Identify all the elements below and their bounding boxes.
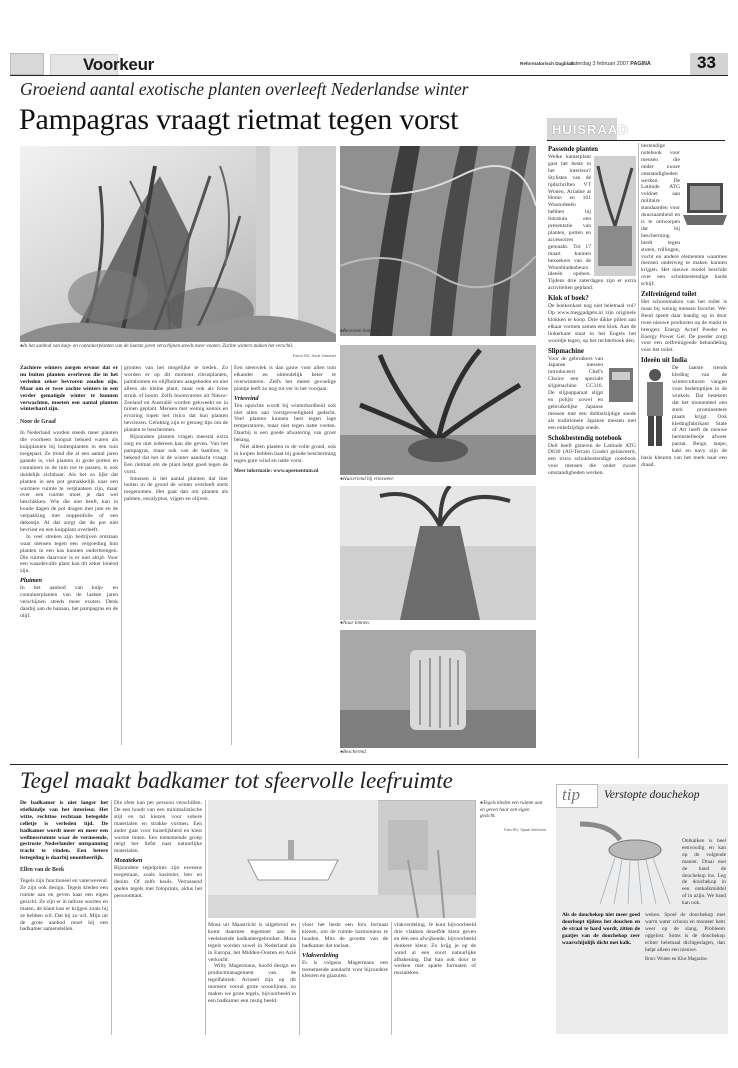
main-author: Noor de Graaf	[20, 419, 56, 426]
huisraad-col-1	[548, 143, 636, 758]
pagina-label: PAGINA	[630, 61, 651, 67]
main-col-1	[20, 365, 118, 745]
huisraad-title: HUISRAAD	[552, 122, 629, 137]
tegel-author: Ellen van de Beek	[20, 867, 65, 874]
caption-text: ● Tegels kleden een ruimte aan en geven haar een eigen gezicht.	[480, 800, 542, 819]
main-paragraph: Intussen is het aantal planten dat hier buiten in de grond de winter overleeft sterk toegenomen. Het gaat dan om planten als palmen, eucalyptus, vijgen en olijven.	[124, 475, 228, 503]
column-rule	[391, 922, 392, 1035]
caption-text: ● Bevroren bananen.	[340, 328, 382, 334]
huisraad-paragraph: De laatste trends kleding van de winterculturen vangen voor bedemptijen in de winkels. Dat betekent dat het momenteel een sterk prominentere plaats krijgt. Ook kledingfabrikant State of Art heeft de nieuwe herenstelleetje afweer paraat. Beige, taupe, kaki en navy zijn de basis kleuren van het merk naar een draad.	[641, 365, 727, 468]
huisraad-rule	[547, 140, 725, 141]
main-photo-caption	[20, 343, 336, 350]
houseplant-caption	[340, 476, 536, 483]
shower-head-photo	[580, 816, 680, 906]
column-rule	[205, 800, 206, 1035]
main-paragraph: In veel streken zijn bedrijven ontstaan waar mensen tegen een vergoeding hun planten in een kas kunnen onderbrengen. Die ruimte daarvoor is er niet altijd. Voor een waardevolle plant kan dit zeker lonend zijn.	[20, 533, 118, 575]
huisraad-paragraph: bestendige notebook voor mensen die onder zware omstandigheden werken. De Latitude ATG voldoet aan militaire standaarden voor duurzaamheid en is te ontworpen dat bij bescherming biedt tegen stoten, trillingen, vocht en andere elementen waarmee mensen onderweg te maken kunnen krijgen. Het nieuwe model beschikt over een schokbestendige harde schijf.	[641, 143, 727, 288]
main-paragraph: In Nederland worden steeds meer planten die voorheen hooguit behoed waren als kuipplanten bij buitenplanten in een tuin toegepast. Ze trend die al een aantal jaren gaande is, viel planten in grote potten en containers in de tuin toe te passen, is ook duidelijk zichtbaar. Als het zo lijkt dat planten in een pot gemakkelijk naar een warmere ruimte te verplaatsen zijn, maar over een ruimte moet je dan wel beschikken. Wie die niet heeft, kan in koude dagen de pot dragen met jute en de verpakking met noppenfolie of een dekentje. Al dat zorgt dat de pot niet bevriest en een kuipplant overleeft.	[20, 430, 118, 533]
tegel-col-1	[20, 800, 108, 1035]
tegel-col-5	[394, 922, 476, 1035]
huisraad-paragraph: Voor de gebruikers van Japanse messen introduceert Chef's Choice een speciale slijpmachine CC316. De slijpapparaat slijpt en polijst zowel en gebruikelijke Japanse messen met een dubbelzijdige snede als traditionele Japanse messen met een enkelzijdige snede.	[548, 355, 636, 431]
tegel-paragraph: Die sfeer kan per persoon verschillen. De een houdt van een minimalistische stijl en tal kiezen voor sobere materialen en strakke vormen. Een ander gaat voor huiselijkheid en kiest warme tinten. Een toenemende groep neigt het liefst naar natuurlijke materialen.	[114, 800, 202, 855]
main-col-3	[234, 365, 336, 745]
tegel-paragraph: vloer het beste een fors formaat kiezen, om de ruimte harmonieus te houden. Mits de groutte van de badkamer dat toelaat.	[302, 922, 388, 949]
tegel-col-4	[302, 922, 388, 1035]
laptop-photo	[683, 177, 727, 247]
caption-text: ● In het aanbod van kuip- en containerplanten van de laatste jaren verschijnen steeds meer exoten. Zachte winters maken het verschil.	[20, 343, 293, 349]
main-subheading: Vriesvind	[234, 394, 259, 402]
huisraad-heading: Zelfreinigend toilet	[641, 291, 697, 299]
pampas-grass-photo	[20, 146, 336, 342]
huisraad-paragraph: Het schoonmaken van het toilet is maar bij weinig mensen favoriet. We-Bend speelt daar handig op in door twee nieuwe producten op de markt te brengen: Energy Actief Poeder en Energy Power Gel. De poeder zorgt voor een zelfreinigende behandeling voor het toilet.	[641, 299, 727, 354]
tip-badge-label: tip	[562, 785, 580, 804]
fashion-photo	[641, 367, 669, 447]
main-paragraph: Een steenvlek is dan gauw voor allen tuin elkander en uiteindelijk beter te overwinteren. Zelfs het meest gevoelige plantje leeft zo nog tot ver in het voorjaar.	[234, 365, 336, 392]
caption-text: ● Beschermd.	[340, 749, 367, 755]
tip-side-text	[682, 838, 726, 910]
tegel-paragraph: Tegels zijn functioneel en vaterwerend. Ze zijn ook design. Tegels kleden een ruimte aan en geven haar een eigen gezicht. Ze zijn er in talloze soorten en maten, de klant kan er krijgen zoals hij ze hebben wil. Dat hij zo wil. Mijn uit de grote aanbod moet hij een badkamer samenstellen.	[20, 878, 108, 933]
main-paragraph: Ten opzichte wordt bij winterhardheid ook niet allen aan vorstgevoeligheid gedacht. Veel planten kunnen best tegen lage temperaturen, maar niet tegen natte voeten. Daarbij is een goede afwatering van groot belang.	[234, 402, 336, 444]
main-photo-credit: Foto's RD, Henk Visscher	[292, 354, 336, 358]
section-label: Voorkeur	[83, 55, 154, 74]
huisraad-heading: Slipmachine	[548, 347, 584, 355]
main-headline: Pampagras vraagt rietmat tegen vorst	[19, 103, 459, 136]
caption-text: ● Huisvriend bij vriesweer.	[340, 476, 394, 482]
main-subheading: Pluimen	[20, 577, 43, 585]
huisraad-heading: Klok of boek?	[548, 295, 589, 303]
more-info-link[interactable]: Meer informatie: www.opeenentuin.nl	[234, 467, 319, 474]
living-room-photo	[594, 156, 636, 276]
main-lead: Zachtere winters zorgen ervoor dat er nu buiten planten overleven die in het verleden zeker bevroren zouden zijn. Maar om er twee zachte winters in een verder gematigde winter te kunnen verwachten, moeten een aantal planten winterhard zijn.	[20, 365, 118, 413]
main-paragraph: In het aanbod van kuip- en containerplanten van de laatste jaren verschijnen steeds meer exoten. Denk daarbij aan de banaan, het pampagras en de olijf.	[20, 585, 118, 619]
tegel-paragraph: Er is volgens Magermans een toenemende aandacht voor bijzondere kleuren en glazuren.	[302, 959, 388, 980]
houseplant-photo	[340, 345, 536, 475]
moving-inside-caption	[340, 620, 536, 627]
tegel-photo-credit: Foto RD, Sjaak Verboom	[504, 828, 546, 832]
protected-plant-caption	[340, 749, 536, 756]
huisraad-heading: Ideeën uit India	[641, 357, 688, 365]
tegel-paragraph: Bijzondere tegelprints zijn evenens toegestaan, zoals kasimier, leer en denim. Of zelfs keuls. Verrassend spelen tegels met fotoprints, aldus het persoonttant.	[114, 865, 202, 899]
section-rule	[10, 764, 728, 765]
page-header	[10, 50, 728, 76]
tegel-headline: Tegel maakt badkamer tot sfeervolle leefruimte	[20, 768, 453, 793]
tegel-col-3	[208, 922, 296, 1035]
dateline	[570, 61, 651, 67]
main-col-2	[124, 365, 228, 745]
tip-paragraph: Ontkalken is heel eenvoudig en kan op de volgende manier. Draai met de hand de douchekop los. Leg de douchekop in een ontkalkmiddel of in azijn. We band kan ook.	[682, 838, 726, 907]
huisraad-paragraph: Dell heeft gisteren de Latitude ATG D630 (All-Terrain Grade) gelanceerd, een extra schokbestendige notebook voor mensen die onder zware omstandigheden werken.	[548, 442, 636, 477]
column-rule	[231, 365, 232, 745]
knife-sharpener-photo	[606, 358, 636, 408]
tip-paragraph: weken. Spoel de douchekop met warm water schoon en monteer hem weer op de slang. Probleem opgelost. Soms is de douchekop echter helemaal dichtgeslagen, dan helpt alleen een nieuwe.	[645, 912, 725, 953]
tip-col-2	[645, 912, 725, 1028]
tegel-lead: De badkamer is niet langer het stiefkindje van het interieur. Het witte, rechttoe rechtaan betegelde celletje is verleden tijd. De badkamer wordt meer en meer een wellnessruimte waar de vormeende, gestroste Nederlander ontspanning tracht te vinden. Een betere betegeling is daarbij onontbeerlijk.	[20, 800, 108, 862]
column-rule	[121, 365, 122, 745]
tegel-paragraph: Mosa uit Maastricht is uitgebreid en komt daarmee tegemoet aan de veeleisende badkamergebruiker. Mosa tegels worden zowel in Nederland als in Europa, het Midden-Oosten en Azië verkocht.	[208, 922, 296, 963]
main-kicker: Groeiend aantal exotische planten overleeft Nederlandse winter	[20, 79, 469, 99]
tegel-paragraph: Willy Magermans, hoofd design en productmanagement van de tegelfabriek: Actueel zijn op dit moment vooral grote woonlijnen, zo maken we grote tegels, bijvoorbeeld in een badkamer een rustig beeld.	[208, 963, 296, 1004]
page-number: 33	[697, 53, 716, 72]
tip-title: Verstopte douchekop	[604, 789, 700, 801]
huisraad-paragraph: De boekenkast nog niet helemaal vol? Op www.meggadgets.nl zijn originele klokken te koop. Drie dikke pillen aan elkaar vormen samen een klok. Aan de linkerkant staat in het Engels het woordje tegen, op het rechterboek dén.	[548, 303, 636, 344]
paper-name: Reformatorisch Dagblad	[520, 61, 574, 66]
main-paragraph: Bijzondere planten vragen meestal extra zorg en niet iedereen kan die geven. Van het pampagras, maar ook van de bamboe, is bekend dat het in de winter aandacht vraagt. Een rietmat om de plant helpt goed tegen de vorst.	[124, 434, 228, 475]
huisraad-heading: Schokbestendig notebook	[548, 434, 622, 442]
tegel-photo-caption	[480, 800, 546, 819]
column-rule	[638, 143, 639, 758]
header-rule	[10, 75, 728, 76]
header-box-left	[10, 53, 44, 75]
tegel-subheading: Mozaïeken	[114, 857, 143, 865]
date-text: zaterdag 3 februari 2007	[570, 61, 629, 67]
huisraad-paragraph: Welke kamerplant gaat het beste in het interieur? Stylistes van de tijdschriften VT Wonen, Ariadne at Home en 101 Woonideeën hebben bij Intratuin een presentatie van planten, potten en accessoires gemaakt. Tot 17 maart kunnen bezoekers van de Woonbladenbeurs ideeën opdoen. Tijdens drie zaterdagen zijn er extra activiteiten gepland.	[548, 154, 636, 292]
tip-lead: Als de douchekop niet meer goed doorloopt tijdens het douchen en de straal te hard wordt, zitten de gaatjes van de douchekop zeer waarschijnlijk dicht met kalk.	[562, 912, 640, 946]
moving-inside-photo	[340, 486, 536, 620]
frozen-banana-photo	[340, 146, 536, 336]
frozen-banana-caption	[340, 328, 536, 335]
column-rule	[299, 922, 300, 1035]
tegel-paragraph: vlakverdeling. Je kunt bijvoorbeeld drie vlakken dezelfde kleur geven en één een afwijkende, bijvoorbeeld donkere kleur. Zo krijg je op de wand al een soort natuurlijke afbakening. Dat kan ook door te werken met aparte formaten of mozaïeken.	[394, 922, 476, 977]
bathroom-photo	[208, 800, 476, 918]
tip-credit: Bron: Wonen en Klus Magazine.	[645, 957, 708, 963]
column-rule	[111, 800, 112, 1035]
tegel-subheading: Vlakverdeling	[302, 951, 339, 959]
tip-col-1	[562, 912, 640, 1028]
huisraad-col-2	[641, 143, 727, 758]
huisraad-heading: Passende planten	[548, 146, 599, 153]
main-paragraph: Niet alleen planten in de volle grond, ook in kuipen hebben baat bij goede bescherming tegen gure wind en natte vorst.	[234, 444, 336, 464]
caption-text: ● Naar binnen.	[340, 620, 370, 626]
tegel-col-2	[114, 800, 202, 1035]
protected-plant-photo	[340, 630, 536, 748]
main-paragraph: gronten van het mogelijke te treden. Zo worden er op dit moment citrusplanten, palmbomen en olijfbomen aangeboden en niet alleen als kleine plant, maar ook als forse struik of boom. Zelfs boomvarens uit Nieuw-Zeeland en Australië worden gekweekt en in tuinen geplant. Mensen met weinig kennis en ervaring lopen het risico dat hun planten bevriezen. Gelukkig zijn er genoeg tips om de planten te beschermen.	[124, 365, 228, 434]
